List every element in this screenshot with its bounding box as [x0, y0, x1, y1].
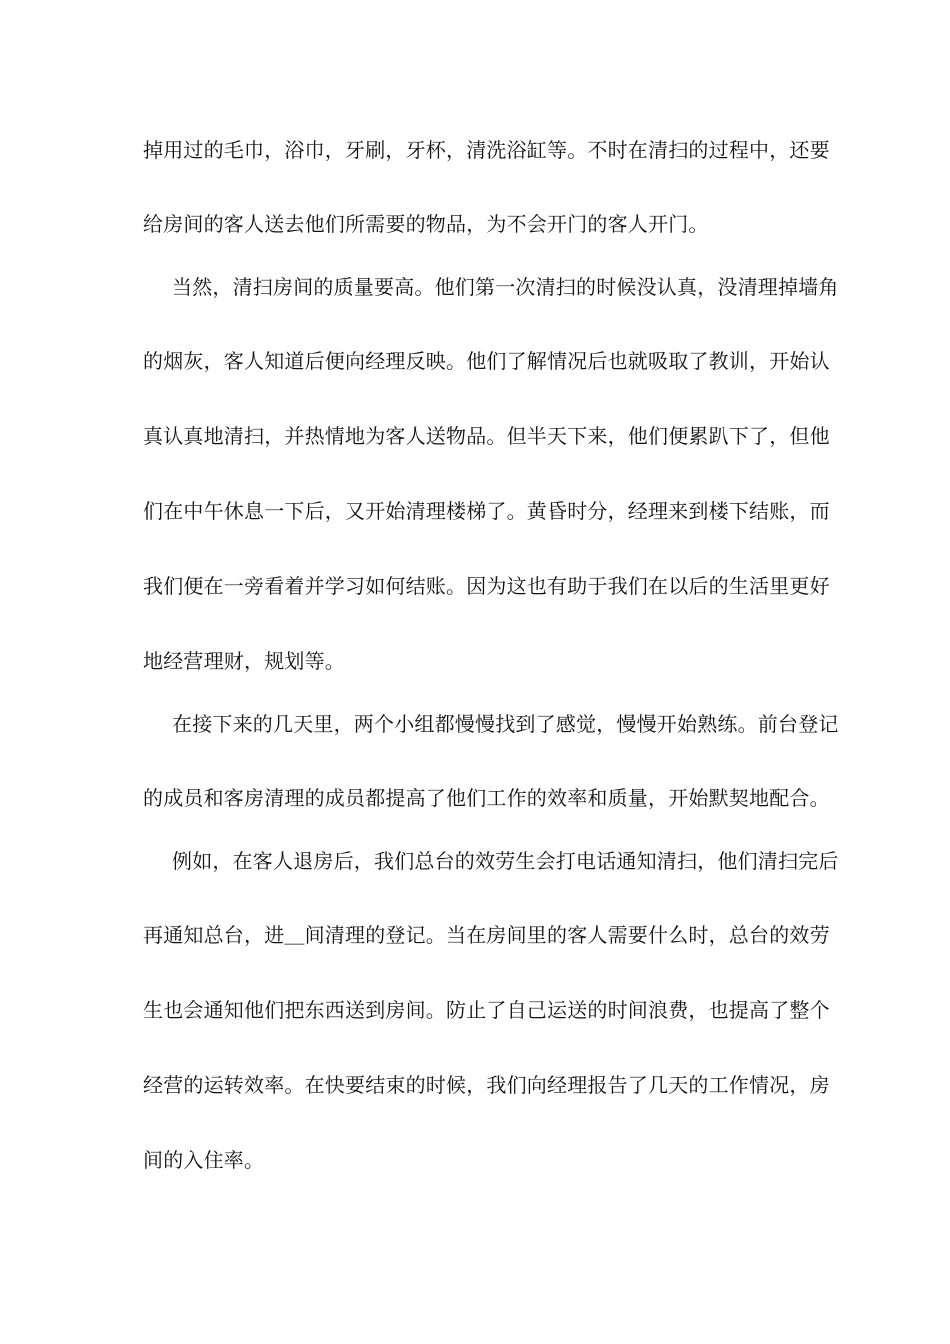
- text-line: 给房间的客人送去他们所需要的物品，为不会开门的客人开门。: [143, 212, 709, 236]
- text-line: 间的入住率。: [143, 1148, 265, 1172]
- text-line: 地经营理财，规划等。: [143, 649, 345, 673]
- paragraph-start-line: 例如，在客人退房后，我们总台的效劳生会打电话通知清扫，他们清扫完后: [172, 849, 839, 873]
- text-line: 的烟灰，客人知道后便向经理反映。他们了解情况后也就吸取了教训，开始认: [143, 349, 830, 373]
- text-line: 的成员和客房清理的成员都提高了他们工作的效率和质量，开始默契地配合。: [143, 786, 830, 810]
- paragraph-start-line: 在接下来的几天里，两个小组都慢慢找到了感觉，慢慢开始熟练。前台登记: [172, 712, 839, 736]
- text-line: 们在中午休息一下后，又开始清理楼梯了。黄昏时分，经理来到楼下结账，而: [143, 499, 830, 523]
- text-line: 掉用过的毛巾，浴巾，牙刷，牙杯，清洗浴缸等。不时在清扫的过程中，还要: [143, 138, 830, 162]
- text-line: 真认真地清扫，并热情地为客人送物品。但半天下来，他们便累趴下了，但他: [143, 424, 830, 448]
- paragraph-start-line: 当然，清扫房间的质量要高。他们第一次清扫的时候没认真，没清理掉墙角: [172, 275, 839, 299]
- text-line: 经营的运转效率。在快要结束的时候，我们向经理报告了几天的工作情况，房: [143, 1073, 830, 1097]
- text-line: 生也会通知他们把东西送到房间。防止了自己运送的时间浪费，也提高了整个: [143, 998, 830, 1022]
- text-line: 再通知总台，进＿间清理的登记。当在房间里的客人需要什么时，总台的效劳: [143, 923, 830, 947]
- text-line: 我们便在一旁看着并学习如何结账。因为这也有助于我们在以后的生活里更好: [143, 574, 830, 598]
